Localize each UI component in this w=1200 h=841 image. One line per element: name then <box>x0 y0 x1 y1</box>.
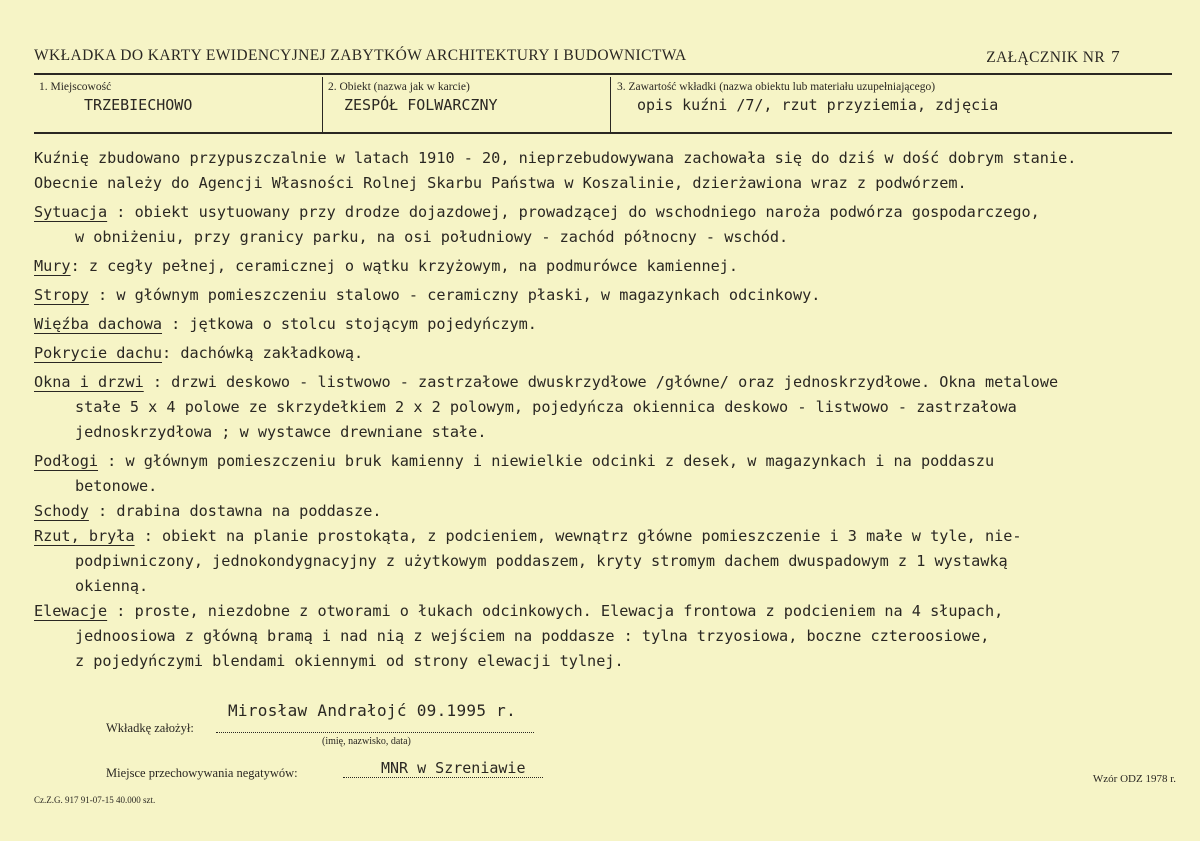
section-heading: Pokrycie dachu <box>34 344 163 362</box>
header-rule-bottom <box>34 132 1172 134</box>
section-okna: Okna i drzwi : drzwi deskowo - listwowo - zastrzałowe dwuskrzydłowe /główne/ oraz jednoskrzydłowe. Okna metalowe <box>34 373 1059 391</box>
section-text: drzwi deskowo - listwowo - zastrzałowe dwuskrzydłowe /główne/ oraz jednoskrzydłowe. Okna metalowe <box>171 373 1059 391</box>
section-mury: Mury: z cegły pełnej, ceramicznej o wątku krzyżowym, na podmurówce kamiennej. <box>34 257 739 275</box>
section-heading: Podłogi <box>34 452 99 470</box>
section-text: dachówką zakładkową. <box>180 344 364 362</box>
creator-label: Wkładkę założył: <box>106 721 194 735</box>
section-pokrycie: Pokrycie dachu: dachówką zakładkową. <box>34 344 364 362</box>
locality-label: 1. Miejscowość <box>39 81 112 93</box>
intro-line: Obecnie należy do Agencji Własności Rolnej Skarbu Państwa w Koszalinie, dzierżawiona wraz z podwórzem. <box>34 174 967 192</box>
section-heading: Sytuacja <box>34 203 108 221</box>
section-wiezba: Więźba dachowa : jętkowa o stolcu stojącym pojedyńczym. <box>34 315 537 333</box>
locality-value: TRZEBIECHOWO <box>84 96 193 114</box>
attachment-label: ZAŁĄCZNIK NR <box>986 49 1106 66</box>
section-heading: Rzut, bryła <box>34 527 135 545</box>
intro-line: Kuźnię zbudowano przypuszczalnie w latach 1910 - 20, nieprzebudowywana zachowała się do dziś w dość dobrym stanie. <box>34 149 1077 167</box>
print-code: Cz.Z.G. 917 91-07-15 40.000 szt. <box>34 795 156 805</box>
creator-caption: (imię, nazwisko, data) <box>322 736 411 747</box>
section-text: proste, niezdobne z otworami o łukach odcinkowych. Elewacja frontowa z podcieniem na 4 słupach, <box>134 602 1004 620</box>
object-value: ZESPÓŁ FOLWARCZNY <box>344 96 498 114</box>
section-text: podpiwniczony, jednokondygnacyjny z użytkowym poddaszem, kryty stromym dachem dwuspadowym z 1 wystawką <box>75 552 1008 570</box>
section-elewacje: Elewacje : proste, niezdobne z otworami o łukach odcinkowych. Elewacja frontowa z podcieniem na 4 słupach, <box>34 602 1004 620</box>
section-text: obiekt usytuowany przy drodze dojazdowej, prowadzącej do wschodniego naroża podwórza gospodarczego, <box>134 203 1040 221</box>
header-rule-top <box>34 73 1172 75</box>
creator-value: Mirosław Andrałojć 09.1995 r. <box>228 701 517 720</box>
section-heading: Stropy <box>34 286 89 304</box>
section-stropy: Stropy : w głównym pomieszczeniu stalowo - ceramiczny płaski, w magazynkach odcinkowy. <box>34 286 821 304</box>
section-text: jednoosiowa z główną bramą i nad nią z wejściem na poddasze : tylna trzyosiowa, boczne czteroosiowe, <box>75 627 990 645</box>
section-heading: Okna i drzwi <box>34 373 144 391</box>
section-text: betonowe. <box>75 477 158 495</box>
attachment-number-value: 7 <box>1111 47 1120 66</box>
field-divider <box>322 77 323 132</box>
storage-dotted-line <box>343 777 543 778</box>
field-divider <box>610 77 611 132</box>
section-text: drabina dostawna na poddasze. <box>116 502 382 520</box>
description-body <box>34 146 1184 674</box>
section-text: obiekt na planie prostokąta, z podcieniem, wewnątrz główne pomieszczenie i 3 małe w tyle, nie- <box>162 527 1022 545</box>
section-text: w głównym pomieszczeniu bruk kamienny i niewielkie odcinki z desek, w magazynkach i na poddaszu <box>125 452 995 470</box>
section-podlogi: Podłogi : w głównym pomieszczeniu bruk kamienny i niewielkie odcinki z desek, w magazynkach i na poddaszu <box>34 452 995 470</box>
section-text: jednoskrzydłowa ; w wystawce drewniane stałe. <box>75 423 487 441</box>
section-text: stałe 5 x 4 polowe ze skrzydełkiem 2 x 2 polowym, pojedyńcza okiennica deskowo - listwowo - zastrzałowa <box>75 398 1017 416</box>
contents-label: 3. Zawartość wkładki (nazwa obiektu lub materiału uzupełniającego) <box>617 81 936 93</box>
section-sytuacja: Sytuacja : obiekt usytuowany przy drodze dojazdowej, prowadzącej do wschodniego naroża podwórza gospodarczego, <box>34 203 1040 221</box>
section-heading: Elewacje <box>34 602 108 620</box>
section-text: z cegły pełnej, ceramicznej o wątku krzyżowym, na podmurówce kamiennej. <box>88 257 739 275</box>
section-text: w głównym pomieszczeniu stalowo - ceramiczny płaski, w magazynkach odcinkowy. <box>116 286 821 304</box>
attachment-number <box>986 47 1120 67</box>
section-schody: Schody : drabina dostawna na poddasze. <box>34 502 382 520</box>
object-label: 2. Obiekt (nazwa jak w karcie) <box>328 81 470 93</box>
section-text: w obniżeniu, przy granicy parku, na osi południowy - zachód północny - wschód. <box>75 228 789 246</box>
section-heading: Schody <box>34 502 89 520</box>
form-title: WKŁADKA DO KARTY EWIDENCYJNEJ ZABYTKÓW ARCHITEKTURY I BUDOWNICTWA <box>34 47 687 64</box>
contents-value: opis kuźni /7/, rzut przyziemia, zdjęcia <box>637 96 999 114</box>
section-text: okienną. <box>75 577 149 595</box>
section-text: z pojedyńczymi blendami okiennymi od strony elewacji tylnej. <box>75 652 624 670</box>
form-model: Wzór ODZ 1978 r. <box>1092 773 1176 785</box>
creator-dotted-line <box>216 732 534 733</box>
section-text: jętkowa o stolcu stojącym pojedyńczym. <box>189 315 537 333</box>
section-rzut: Rzut, bryła : obiekt na planie prostokąta, z podcieniem, wewnątrz główne pomieszczenie i 3 małe w tyle, nie- <box>34 527 1022 545</box>
negatives-storage-label: Miejsce przechowywania negatywów: <box>106 766 298 780</box>
negatives-storage-value: MNR w Szreniawie <box>381 759 526 777</box>
section-heading: Więźba dachowa <box>34 315 163 333</box>
section-heading: Mury <box>34 257 71 275</box>
